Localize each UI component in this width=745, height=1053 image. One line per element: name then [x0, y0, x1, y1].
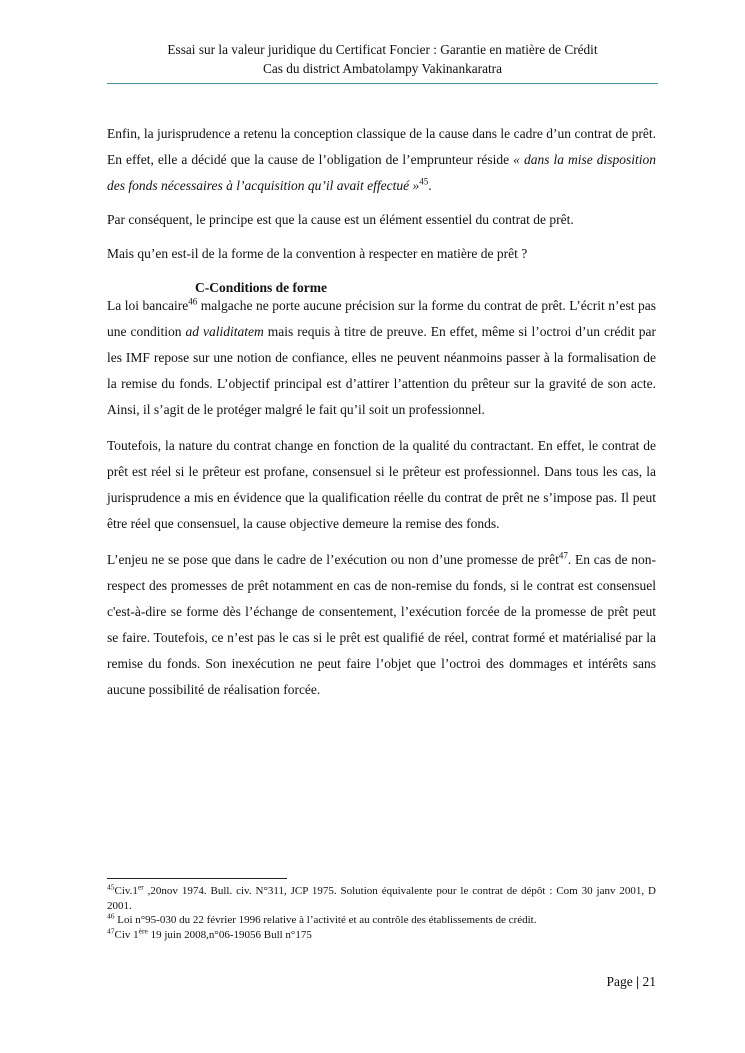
footnote-46: $^{46}$ Loi n°95-030 du 22 février 1996 relative à l’activité et au contrôle des établissements de crédit. — [107, 911, 537, 926]
footnotes — [107, 884, 656, 942]
footnote-separator — [107, 878, 287, 879]
header-subtitle-line: Cas du district Ambatolampy Vakinankaratra — [262, 61, 503, 76]
paragraph-loan-promise: L’enjeu ne se pose que dans le cadre de l’exécution ou non d’une promesse de prêt$^{47}$. En cas de non-respect des promesses de prêt notamment en cas de non-remise du fonds, si le contrat est consensuel c'est-à-dire se forme dès l’échange de consentement, l’exécution forcée de la promesse de prêt peut se faire. Toutefois, ce n’est pas le cas si le prêt est qualifié de réel, contrat formé et matérialisé par la remise du fonds. Son inexécution ne peut faire l’objet que l’octroi des dommages et intérêts sans aucune possibilité de réalisation forcée. — [107, 550, 656, 697]
header-title-line: Essai sur la valeur juridique du Certificat Foncier : Garantie en matière de Crédit — [167, 42, 598, 57]
paragraph-cause-jurisprudence: Enfin, la jurisprudence a retenu la conception classique de la cause dans le cadre d’un contrat de prêt. En effet, elle a décidé que la cause de l’obligation de l’emprunteur réside « dans la mise disposition des fonds nécessaires à l’acquisition qu’il avait effectué »$^{45}$. — [107, 126, 656, 193]
page-number: 21 — [642, 974, 656, 989]
page-label: Page — [606, 974, 633, 989]
latin-term: ad validitatem — [185, 324, 264, 339]
page-separator: | — [636, 974, 640, 989]
paragraph-contract-nature: Toutefois, la nature du contrat change en fonction de la qualité du contractant. En effet, le contrat de prêt est réel si le prêteur est profane, consensuel si le prêteur est professionnel. Dans tous les cas, la jurisprudence a mis en évidence que la qualification réelle du contrat de prêt ne s’impose pas. Il peut être réel que consensuel, la cause objective demeure la remise des fonds. — [107, 438, 656, 531]
page-body — [107, 121, 656, 703]
paragraph-question: Mais qu’en est-il de la forme de la convention à respecter en matière de prêt ? — [107, 246, 528, 261]
running-header — [107, 40, 658, 78]
page-number-footer — [607, 974, 656, 990]
paragraph-banking-law: La loi bancaire$^{46}$ malgache ne porte aucune précision sur la forme du contrat de prêt. L’écrit n’est pas une condition ad validitatem mais requis à titre de preuve. En effet, même si l’octroi d’un crédit par les IMF repose sur une notion de confiance, elles ne peuvent néanmoins passer à la formalisation de la remise du fonds. L’objectif principal est d’attirer l’attention du prêteur sur la gravité de son acte. Ainsi, il s’agit de le protéger malgré le fait qu’il soit un professionnel. — [107, 296, 656, 417]
footnote-47: $^{47}$Civ 1ère 19 juin 2008,n°06-19056 Bull n°175 — [107, 925, 312, 941]
quoted-holding: « dans la mise disposition des fonds nécessaires à l’acquisition qu’il avait effectué » — [107, 152, 656, 193]
header-divider — [107, 83, 658, 84]
paragraph-consequence: Par conséquent, le principe est que la cause est un élément essentiel du contrat de prêt. — [107, 212, 574, 227]
footnote-ref-45[interactable]: 45 — [419, 176, 429, 187]
section-heading: C-Conditions de forme — [195, 280, 327, 295]
footnote-ref-47[interactable]: 47 — [558, 550, 568, 561]
footnote-ref-46[interactable]: 46 — [188, 296, 198, 307]
footnote-45: $^{45}$Civ.1er ,20nov 1974. Bull. civ. N°311, JCP 1975. Solution équivalente pour le contrat de dépôt : Com 30 janv 2001, D 2001. — [107, 882, 656, 912]
